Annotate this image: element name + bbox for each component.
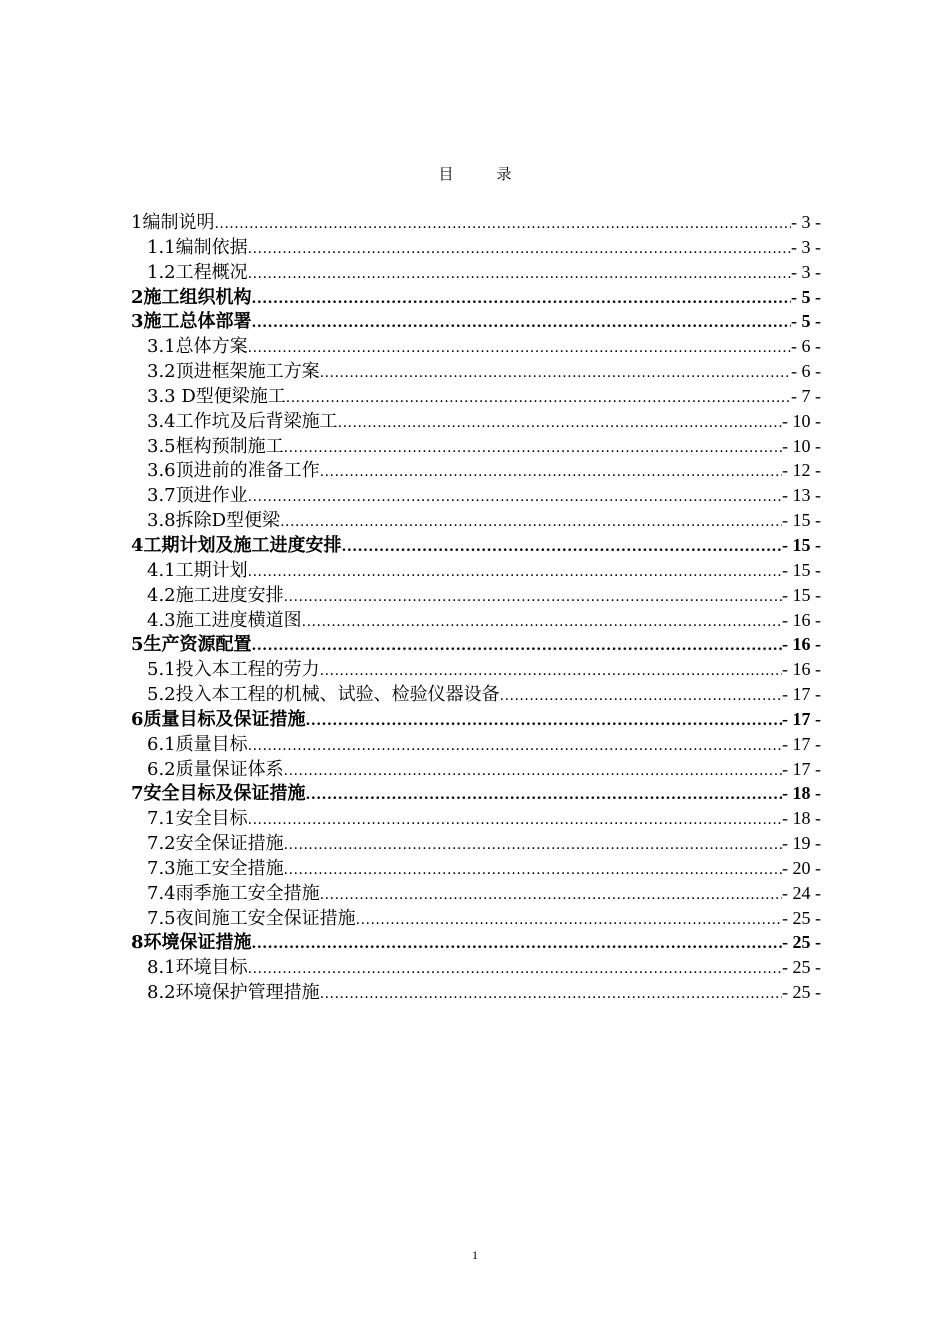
toc-entry-label: 6.1质量目标 (147, 733, 248, 755)
toc-dot-leader (248, 237, 791, 262)
toc-dot-leader (320, 883, 782, 908)
toc-entry-page: - 16 - (782, 659, 821, 680)
toc-entry-page: - 5 - (791, 311, 821, 332)
toc-dot-leader (320, 659, 782, 684)
toc-entry[interactable] (131, 583, 821, 608)
toc-entry-label: 3施工总体部署 (131, 311, 252, 333)
toc-entry[interactable] (131, 458, 821, 483)
toc-entry-page: - 7 - (791, 385, 821, 406)
toc-dot-leader (280, 510, 782, 535)
toc-entry[interactable] (131, 657, 821, 682)
toc-entry[interactable] (131, 732, 821, 757)
toc-entry-page: - 17 - (782, 708, 821, 729)
toc-entry-label: 3.2顶进框架施工方案 (147, 361, 320, 383)
toc-dot-leader (248, 560, 782, 585)
toc-entry-label: 7.4雨季施工安全措施 (147, 882, 320, 904)
toc-entry[interactable] (131, 906, 821, 931)
toc-entry-page: - 15 - (782, 559, 821, 580)
toc-entry-label: 7安全目标及保证措施 (131, 783, 306, 805)
toc-entry-page: - 25 - (782, 907, 821, 928)
toc-entry-label: 5.2投入本工程的机械、试验、检验仪器设备 (147, 684, 500, 706)
toc-entry-label: 3.8拆除D型便梁 (147, 510, 281, 532)
toc-entry-label: 7.2安全保证措施 (147, 833, 284, 855)
toc-dot-leader (284, 858, 782, 883)
toc-entry[interactable] (131, 781, 821, 806)
toc-dot-leader (320, 982, 782, 1007)
toc-entry[interactable] (131, 309, 821, 334)
toc-dot-leader (252, 634, 782, 659)
toc-entry-page: - 6 - (791, 336, 821, 357)
toc-entry-label: 1.1编制依据 (147, 236, 248, 258)
toc-entry-page: - 25 - (782, 982, 821, 1003)
toc-entry-label: 3.4工作坑及后背梁施工 (147, 410, 338, 432)
toc-entry-label: 8.1环境目标 (147, 957, 248, 979)
toc-entry-page: - 24 - (782, 882, 821, 903)
toc-entry[interactable] (131, 608, 821, 633)
toc-entry-label: 1.2工程概况 (147, 261, 248, 283)
toc-dot-leader (338, 411, 782, 436)
toc-entry-page: - 16 - (782, 634, 821, 655)
toc-entry-label: 7.5夜间施工安全保证措施 (147, 907, 356, 929)
toc-entry-page: - 3 - (791, 236, 821, 257)
toc-entry-label: 4工期计划及施工进度安排 (131, 534, 342, 556)
toc-entry[interactable] (131, 980, 821, 1005)
toc-title: 目 录 (438, 165, 526, 183)
toc-entry[interactable] (131, 881, 821, 906)
toc-dot-leader (252, 311, 791, 336)
toc-entry[interactable] (131, 632, 821, 657)
toc-dot-leader (252, 287, 791, 312)
toc-dot-leader (302, 610, 782, 635)
toc-entry-label: 4.3施工进度横道图 (147, 609, 302, 631)
toc-entry[interactable] (131, 384, 821, 409)
toc-entry[interactable] (131, 409, 821, 434)
toc-entry-label: 3.3 D型便梁施工 (147, 385, 286, 407)
toc-entry-page: - 10 - (782, 410, 821, 431)
toc-dot-leader (248, 485, 782, 510)
toc-entry-label: 3.7顶进作业 (147, 485, 248, 507)
toc-entry[interactable] (131, 806, 821, 831)
toc-entry-label: 8环境保证措施 (131, 932, 252, 954)
toc-entry[interactable] (131, 210, 821, 235)
toc-entry-label: 4.2施工进度安排 (147, 584, 284, 606)
toc-entry-page: - 13 - (782, 485, 821, 506)
toc-entry-page: - 17 - (782, 733, 821, 754)
toc-dot-leader (214, 212, 791, 237)
toc-entry-page: - 12 - (782, 460, 821, 481)
toc-dot-leader (306, 709, 782, 734)
toc-entry-page: - 16 - (782, 609, 821, 630)
toc-dot-leader (248, 262, 791, 287)
toc-entry[interactable] (131, 260, 821, 285)
toc-entry-label: 2施工组织机构 (131, 286, 252, 308)
toc-entry-page: - 5 - (791, 286, 821, 307)
toc-dot-leader (320, 361, 791, 386)
toc-entry[interactable] (131, 483, 821, 508)
toc-entry-label: 7.1安全目标 (147, 808, 248, 830)
toc-entry-label: 6.2质量保证体系 (147, 758, 284, 780)
table-of-contents (131, 210, 821, 1005)
toc-dot-leader (500, 684, 782, 709)
toc-dot-leader (248, 957, 782, 982)
toc-entry[interactable] (131, 856, 821, 881)
toc-entry[interactable] (131, 831, 821, 856)
toc-dot-leader (320, 460, 782, 485)
toc-entry-label: 3.5框构预制施工 (147, 435, 284, 457)
toc-entry-page: - 25 - (782, 932, 821, 953)
page-number: 1 (472, 1248, 478, 1262)
toc-entry-page: - 6 - (791, 361, 821, 382)
toc-entry[interactable] (131, 533, 821, 558)
toc-entry-page: - 10 - (782, 435, 821, 456)
toc-entry[interactable] (131, 682, 821, 707)
toc-entry[interactable] (131, 235, 821, 260)
toc-dot-leader (342, 535, 782, 560)
toc-dot-leader (248, 808, 782, 833)
toc-entry-page: - 15 - (782, 510, 821, 531)
toc-entry[interactable] (131, 334, 821, 359)
toc-entry-label: 3.6顶进前的准备工作 (147, 460, 320, 482)
toc-dot-leader (248, 336, 791, 361)
toc-entry[interactable] (131, 434, 821, 459)
toc-entry-label: 7.3施工安全措施 (147, 857, 284, 879)
toc-entry-page: - 3 - (791, 212, 821, 232)
toc-entry-label: 4.1工期计划 (147, 559, 248, 581)
toc-dot-leader (284, 759, 782, 784)
toc-entry-label: 1编制说明 (131, 212, 215, 233)
toc-entry-page: - 15 - (782, 534, 821, 555)
toc-dot-leader (286, 386, 791, 411)
toc-entry-page: - 18 - (782, 808, 821, 829)
toc-entry-label: 5生产资源配置 (131, 634, 252, 656)
toc-entry-label: 8.2环境保护管理措施 (147, 982, 320, 1004)
toc-entry[interactable] (131, 359, 821, 384)
toc-entry-page: - 18 - (782, 783, 821, 804)
toc-entry-label: 3.1总体方案 (147, 336, 248, 358)
toc-entry-page: - 25 - (782, 957, 821, 978)
toc-entry-page: - 17 - (782, 758, 821, 779)
toc-entry-page: - 19 - (782, 833, 821, 854)
toc-dot-leader (306, 783, 782, 808)
toc-entry[interactable] (131, 508, 821, 533)
toc-entry-page: - 17 - (782, 684, 821, 705)
toc-entry-page: - 20 - (782, 857, 821, 878)
toc-entry-page: - 3 - (791, 261, 821, 282)
toc-dot-leader (284, 833, 782, 858)
toc-dot-leader (252, 932, 782, 957)
toc-entry-page: - 15 - (782, 584, 821, 605)
toc-dot-leader (356, 908, 782, 933)
toc-entry[interactable] (131, 285, 821, 310)
toc-entry[interactable] (131, 757, 821, 782)
toc-dot-leader (248, 734, 782, 759)
toc-entry[interactable] (131, 930, 821, 955)
toc-entry-label: 6质量目标及保证措施 (131, 708, 306, 730)
toc-entry[interactable] (131, 707, 821, 732)
toc-entry[interactable] (131, 955, 821, 980)
toc-entry-label: 5.1投入本工程的劳力 (147, 659, 320, 681)
toc-dot-leader (284, 436, 782, 461)
toc-entry[interactable] (131, 558, 821, 583)
toc-dot-leader (284, 585, 782, 610)
